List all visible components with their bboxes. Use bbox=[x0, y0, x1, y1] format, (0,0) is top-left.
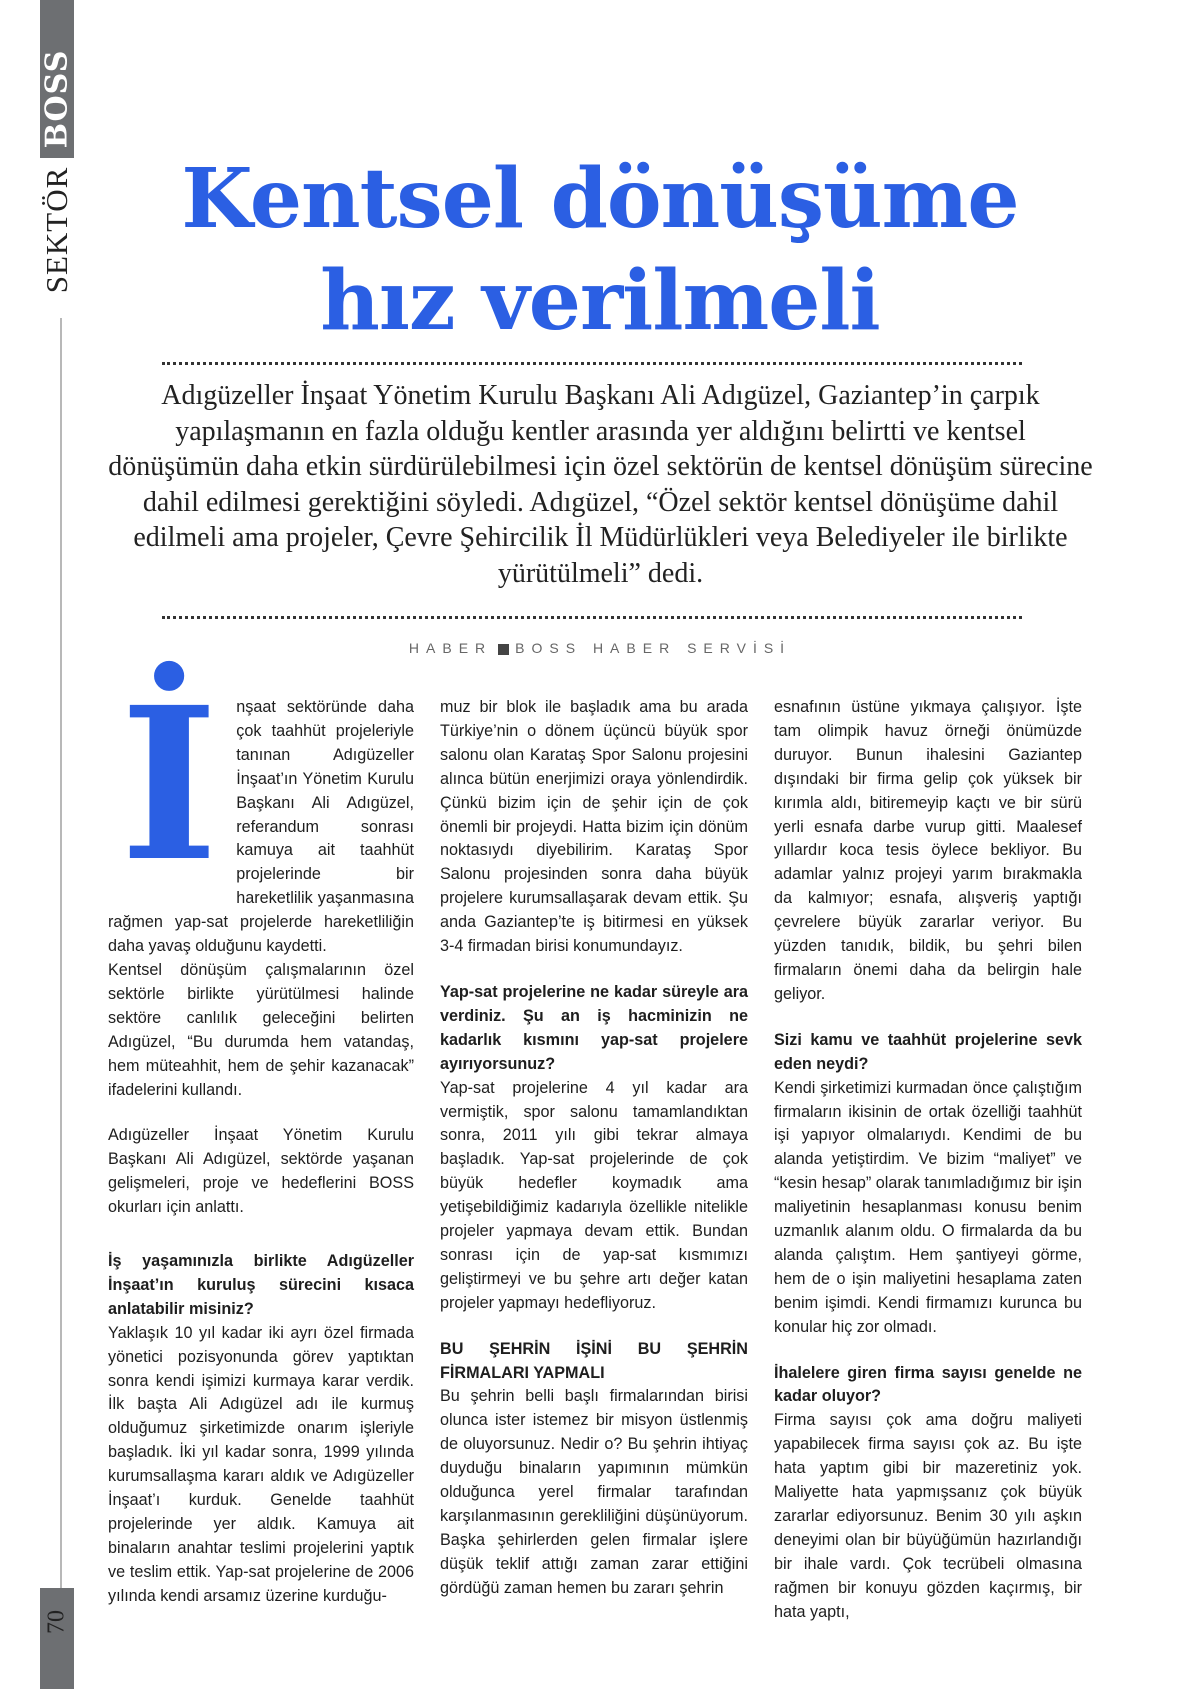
sidebar-bottom-bar bbox=[40, 1588, 74, 1689]
square-bullet-icon bbox=[498, 644, 509, 655]
section-label-bold-box bbox=[40, 40, 74, 158]
interview-answer: Kendi şirketimizi kurmadan önce çalıştığım firmaların ikisinin de ortak özelliği taahhüt işi yapıyor olmalarıydı. Kendimi de bu alanda yetiştirdim. Ve bizim “maliyet” ve “kesin hesap” olarak tanımladığımız bir işin maliyetinin hesaplanması konusu benim uzmanlık alanım oldu. O firmalarda da bu alanda çalıştım. Hem şantiyeyi görme, hem de o işin maliyetini hesaplama zaten benim işimdi. Kendi firmamızı kurunca bu konular hiç zor olmadı. bbox=[774, 1078, 1082, 1336]
article-lead: Adıgüzeller İnşaat Yönetim Kurulu Başkanı Ali Adıgüzel, Gaziantep’in çarpık yapılaşmanın en fazla olduğu kentler arasında yer aldığını belirtti ve kentsel dönüşümün daha etkin sürdürülebilmesi için özel sektörün de kentsel dönüşüm sürecine dahil edilmesi gerektiğini söyledi. Adıgüzel, “Özel sektör kentsel dönüşüme dahil edilmeli ama projeler, Çevre Şehircilik İl Müdürlükleri veya Belediyeler ile birlikte yürütülmeli” dedi. bbox=[108, 380, 1093, 589]
article-headline bbox=[130, 148, 1070, 352]
section-label-bold: BOSS bbox=[39, 49, 75, 149]
byline-source: BOSS HABER SERVİSİ bbox=[515, 640, 792, 656]
interview-question: İhalelere giren firma sayısı genelde ne kadar oluyor? bbox=[774, 1363, 1082, 1406]
interview-question: Yap-sat projelerine ne kadar süreyle ara verdiniz. Şu an iş hacminizin ne kadarlık kısmını yap-sat projelere ayırıyorsunuz? bbox=[440, 982, 748, 1073]
interview-question: İş yaşamınızla birlikte Adıgüzeller İnşaat’ın kuruluş sürecini kısaca anlatabilir misiniz? bbox=[108, 1252, 414, 1318]
paragraph: muz bir blok ile başladık ama bu arada Türkiye’nin o dönem üçüncü büyük spor salonu olan Karataş Spor Salonu projesini alınca bütün enerjimizi oraya yönlendirdik. Çünkü bizim için de şehir için de çok önemli bir projeydi. Hatta bizim için dönüm noktasıydı diyebilirim. Karataş Spor Salonu projesinden sonra daha büyük projelere kurumsallaşarak devam ettik. Şu anda Gaziantep’te iş bitirmesi en yüksek 3-4 firmadan birisi konumundayız. bbox=[440, 698, 748, 956]
sidebar-rule bbox=[60, 318, 62, 1588]
interview-answer: Yap-sat projelerine 4 yıl kadar ara vermiştik, spor salonu tamamlandıktan sonra, 2011 yılı gibi tekrar almaya başladık. Yap-sat projelerinde de çok büyük hedefler koymadık ama yetişebildiğimiz kadarıyla özellikle nitelikle projeler yapmaya devam ettik. Bundan sonrası için de yap-sat kısmımızı geliştirmeyi ve bu şehre artı değer katan projeler yapmayı hedefliyoruz. bbox=[440, 1078, 748, 1312]
headline-line-1: Kentsel dönüşüme bbox=[181, 151, 1019, 247]
paragraph: esnafının üstüne yıkmaya çalışıyor. İşte tam olimpik havuz örneği önümüzde duruyor. Bunun ihalesini Gaziantep dışındaki bir firma gelip çok yüksek bir kırımla aldı, bitiremeyip kaçtı ve bir sürü yerli esnafa darbe vurup gitti. Maalesef yıllardır koca tesis öylece bekliyor. Bu adamlar yalnız projeyi yarım bırakmakla da kalmıyor; esnafa, alışveriş yaptığı çevrelere büyük zararlar veriyor. Bu yüzden tanıdık, bildik, bu şehri bilen firmaların önemi daha da belirgin hale geliyor. bbox=[774, 698, 1082, 1003]
section-label: SEKTÖR bbox=[39, 166, 74, 294]
subheading: BU ŞEHRİN İŞİNİ BU ŞEHRİN FİRMALARI YAPMALI bbox=[440, 1339, 748, 1382]
article-column-2 bbox=[440, 696, 748, 1601]
paragraph: Bu şehrin belli başlı firmalarından birisi olunca ister istemez bir misyon üstlenmiş de oluyorsunuz. Nedir o? Bu şehrin ihtiyaç duyduğu binaların yapımının mümkün olduğunca yerel firmalar tarafından karşılanmasının gerekliliğini düşünüyorum. Başka şehirlerden gelen firmalar işlere düşük teklif attığı zaman zarar ettiğini gördüğü zaman hemen bu zararı şehrin bbox=[440, 1387, 748, 1597]
byline-category: HABER bbox=[408, 640, 493, 656]
page-number: 70 bbox=[43, 1610, 70, 1634]
paragraph: Adıgüzeller İnşaat Yönetim Kurulu Başkanı Ali Adıgüzel, sektörde yaşanan gelişmeleri, proje ve hedeflerini BOSS okurları için anlattı. bbox=[108, 1126, 414, 1217]
section-sidebar bbox=[0, 0, 74, 1689]
article-column-3 bbox=[774, 696, 1082, 1625]
paragraph: nşaat sektöründe daha çok taahhüt projeleriyle tanınan Adıgüzeller İnşaat’ın Yönetim Kurulu Başkanı Ali Adıgüzel, referandum sonrası kamuya ait taahhüt projelerinde bir hareketlilik yaşanmasına rağmen yap-sat projelerde hareketliliğin daha yavaş olduğunu kaydetti. bbox=[108, 698, 414, 956]
headline-line-2: hız verilmeli bbox=[320, 253, 880, 349]
dotted-divider-top bbox=[162, 362, 1022, 365]
paragraph: Kentsel dönüşüm çalışmalarının özel sektörle birlikte yürütülmesi halinde sektöre canlılık geleceğini belirten Adıgüzel, “Bu durumda hem vatandaş, hem müteahhit, hem de şehir kazanacak” ifadelerini kullandı. bbox=[108, 960, 414, 1099]
interview-answer: Yaklaşık 10 yıl kadar iki ayrı özel firmada yönetici pozisyonunda görev yaptıktan sonra kendi işimizi kurmaya karar verdik. İlk başta Ali Adıgüzel adı ile kurmuş olduğumuz şirketimizde onarım işleriyle başladık. İki yıl kadar sonra, 1999 yılında kurumsallaşma kararı aldık ve Adıgüzeller İnşaat’ı kurduk. Genelde taahhüt projelerinde yer aldık. Kamuya ait binaların anahtar teslimi projelerini yaptık ve teslim ettik. Yap-sat projelerine de 2006 yılında kendi arsamız üzerine kurduğu- bbox=[108, 1323, 414, 1605]
article-column-1 bbox=[108, 661, 414, 1609]
drop-cap: İ bbox=[120, 661, 219, 908]
dotted-divider-bottom bbox=[162, 616, 1022, 619]
sidebar-top-bar bbox=[40, 0, 74, 40]
interview-question: Sizi kamu ve taahhüt projelerine sevk eden neydi? bbox=[774, 1030, 1082, 1073]
byline bbox=[160, 640, 1040, 656]
interview-answer: Firma sayısı çok ama doğru maliyeti yapabilecek firma sayısı çok az. Bu işte hata yaptım gibi bir mazeretiniz yok. Maliyette hata yapmışsanız çok büyük zararlar ediyorsunuz. Benim 30 yılı aşkın deneyimi olan bir büyüğümün hazırlandığı bir ihale vardı. Çok tecrübeli olmasına rağmen bir konuyu gözden kaçırmış, bir hata yaptı, bbox=[774, 1411, 1082, 1621]
